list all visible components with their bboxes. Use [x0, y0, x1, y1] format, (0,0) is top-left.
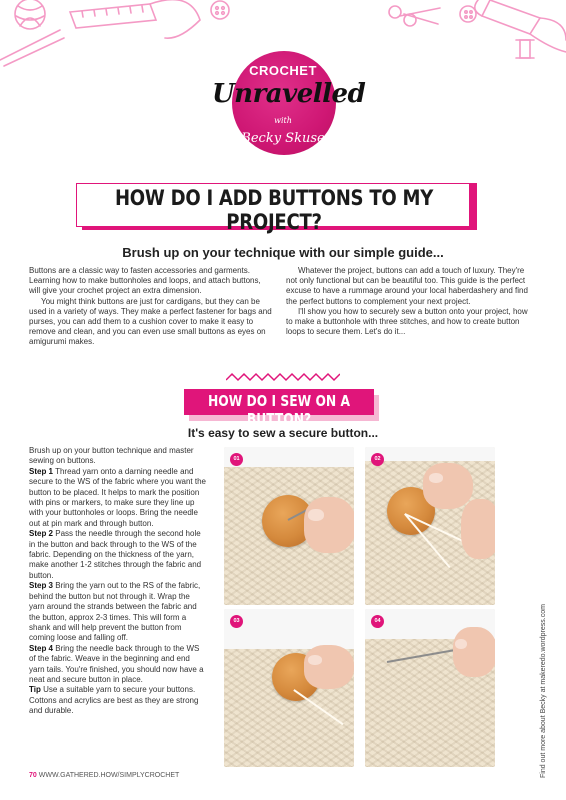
step-photo [365, 609, 495, 767]
step-label: Step 3 [29, 581, 54, 591]
page-footer [29, 772, 179, 779]
photo-number-badge: 01 [230, 453, 243, 466]
button-icon [460, 6, 476, 22]
steps-text [29, 446, 207, 717]
title-shadow-right [470, 183, 477, 230]
step-label: Step 1 [29, 466, 54, 476]
step-label: Step 4 [29, 643, 54, 653]
page-number: 70 [29, 772, 37, 779]
photo-number-badge: 04 [371, 615, 384, 628]
logo-author-text: Becky Skuse [241, 131, 325, 146]
step-photo [365, 447, 495, 605]
step-photo [224, 609, 354, 767]
tip-label: Tip [29, 685, 41, 695]
intro-column-right [286, 266, 529, 337]
photo-number-badge: 03 [230, 615, 243, 628]
hand-icon [304, 645, 354, 689]
hand-icon [304, 497, 354, 553]
intro-paragraph: Buttons are a classic way to fasten accessories and garments. Learning how to make buttonholes and loops, and attach buttons, will give your crochet project an extra dimension. [29, 266, 261, 296]
step-label: Step 2 [29, 529, 54, 539]
scissors-icon [389, 6, 440, 26]
steps-intro: Brush up on your button technique and master sewing on buttons. [29, 446, 194, 466]
knitting-needles-icon [0, 30, 64, 66]
tip-text: Use a suitable yarn to secure your buttons. Cottons and acrylics are best as they are strong and durable. [29, 685, 199, 716]
hand-icon [453, 627, 495, 677]
tape-measure-icon [70, 0, 200, 38]
photo-number-badge: 02 [371, 453, 384, 466]
intro-paragraph: Whatever the project, buttons can add a touch of luxury. They're not only functional but can be beautiful too. This guide is the perfect excuse to have a rummage around your local haberdashery and find the perfect buttons to complement your next project. [286, 266, 528, 306]
side-note: Find out more about Becky at makeredo.wordpress.com [540, 604, 547, 778]
step-text: Bring the needle back through to the WS of the fabric. Weave in the beginning and end yarn tails. You're finished, you should now have a neat and secure button in place. [29, 643, 204, 684]
logo-crochet-text: CROCHET [249, 63, 317, 78]
page-subtitle: Brush up on your technique with our simple guide... [122, 245, 444, 260]
step-text: Pass the needle through the second hole in the button and back through to the WS of the fabric. Depending on the thickness of the yarn, make another 1-2 stitches through the fabric and button. [29, 529, 202, 580]
section-heading: HOW DO I SEW ON A BUTTON? [207, 392, 351, 428]
crochet-unravelled-logo [212, 45, 366, 179]
footer-url: WWW.GATHERED.HOW/SIMPLYCROCHET [38, 772, 180, 779]
yarn-ball-icon [15, 0, 45, 29]
logo-with-text: with [274, 116, 292, 125]
logo-unravelled-text: Unravelled [212, 79, 366, 109]
thread-spool-icon [516, 40, 534, 58]
hand-icon [423, 463, 473, 509]
step-photo [224, 447, 354, 605]
intro-paragraph: You might think buttons are just for cardigans, but they can be used in a variety of ways. They make a perfect fastener for bags and purses, you can add them to a cushion cover to make it easy to remove and clean, and you can even use small buttons as eyes on amigurumi makes. [29, 296, 272, 347]
intro-paragraph: I'll show you how to securely sew a button onto your project, how to make a buttonhole with three stitches, and how to create button loops to secure them. Let's do it... [286, 306, 528, 337]
step-text: Thread yarn onto a darning needle and secure to the WS of the fabric where you want the button to be placed. It helps to mark the position with pins or markers, to make sure they line up with your buttonholes or loops. Bring the needle out at pin mark and through button. [29, 466, 206, 528]
section-subheading: It's easy to sew a secure button... [187, 426, 379, 440]
zigzag-divider-icon [226, 372, 340, 382]
step-text: Bring the yarn out to the RS of the fabric, behind the button but not through it. Wrap the yarn around the strands between the fabric and the button, approx 2-3 times. This will form a shank and will help prevent the button from coming loose and falling off. [29, 581, 201, 643]
button-icon [211, 1, 229, 19]
page-title: HOW DO I ADD BUTTONS TO MY PROJECT? [114, 186, 434, 234]
intro-column-left [29, 266, 272, 348]
